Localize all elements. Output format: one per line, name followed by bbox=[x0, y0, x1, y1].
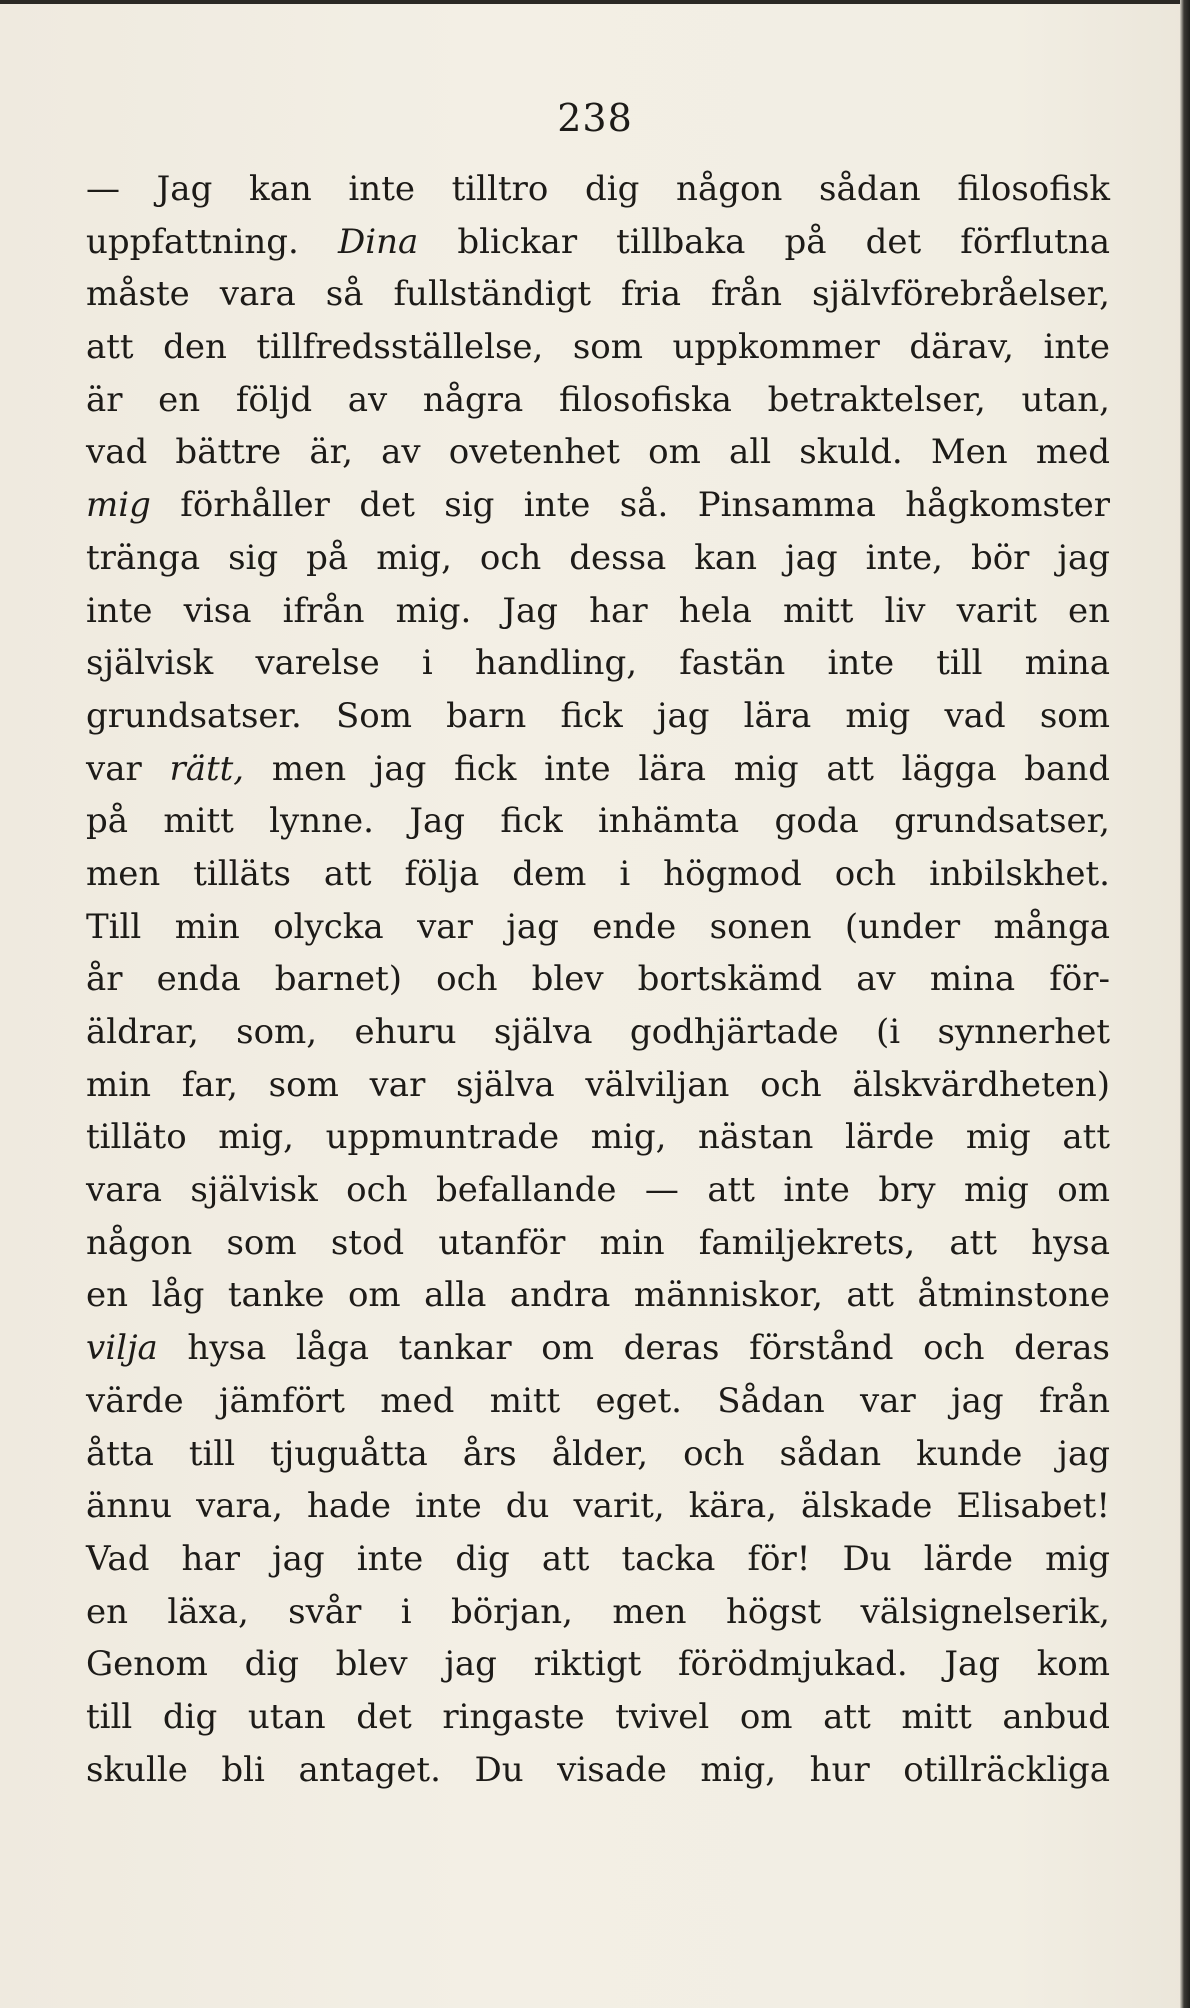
text-line: ännu vara, hade inte du varit, kära, älskade Elisabet! bbox=[86, 1486, 1110, 1527]
text-line: måste vara så fullständigt fria från självförebråelser, bbox=[86, 274, 1110, 315]
text-line: min far, som var själva välviljan och älskvärdheten) bbox=[86, 1064, 1110, 1105]
text-line: värde jämfört med mitt eget. Sådan var jag från bbox=[86, 1380, 1110, 1421]
text-line: äldrar, som, ehuru själva godhjärtade (i synnerhet bbox=[86, 1012, 1110, 1052]
text-line: skulle bli antaget. Du visade mig, hur otillräckliga bbox=[86, 1749, 1110, 1790]
text-line: inte visa ifrån mig. Jag har hela mitt liv varit en bbox=[86, 590, 1110, 631]
text-line: en låg tanke om alla andra människor, att åtminstone bbox=[86, 1275, 1110, 1316]
text-line: till dig utan det ringaste tvivel om att mitt anbud bbox=[86, 1696, 1110, 1737]
text-line: grundsatser. Som barn fick jag lära mig vad som bbox=[86, 695, 1110, 736]
text-line: självisk varelse i handling, fastän inte till mina bbox=[86, 643, 1110, 684]
page-number: 238 bbox=[557, 96, 633, 140]
text-line: vad bättre är, av ovetenhet om all skuld. Men med bbox=[86, 432, 1110, 473]
text-line: att den tillfredsställelse, som uppkommer därav, inte bbox=[86, 327, 1110, 368]
text-line: — Jag kan inte tilltro dig någon sådan filosofisk bbox=[86, 169, 1110, 209]
text-line: någon som stod utanför min familjekrets, att hysa bbox=[86, 1222, 1110, 1263]
text-line: vilja hysa låga tankar om deras förstånd och deras bbox=[86, 1328, 1110, 1369]
text-line: mig förhåller det sig inte så. Pinsamma hågkomster bbox=[86, 485, 1110, 526]
italic-word: rätt, bbox=[169, 748, 245, 789]
italic-word: Dina bbox=[337, 221, 419, 262]
text-line: uppfattning. Dina blickar tillbaka på det förflutna bbox=[86, 221, 1111, 262]
text-line: på mitt lynne. Jag fick inhämta goda grundsatser, bbox=[86, 801, 1110, 842]
body-text bbox=[86, 163, 1110, 1796]
scan-right-edge bbox=[1180, 0, 1190, 2008]
text-line: en läxa, svår i början, men högst välsignelserik, bbox=[86, 1591, 1110, 1632]
scan-top-edge bbox=[0, 0, 1190, 4]
text-line: är en följd av några filosofiska betraktelser, utan, bbox=[86, 379, 1110, 420]
text-line: Genom dig blev jag riktigt förödmjukad. Jag kom bbox=[86, 1644, 1110, 1685]
text-line: var rätt, men jag fick inte lära mig att lägga band bbox=[86, 748, 1110, 789]
text-line: men tilläts att följa dem i högmod och inbilskhet. bbox=[86, 853, 1110, 894]
text-line: tränga sig på mig, och dessa kan jag inte, bör jag bbox=[86, 537, 1110, 578]
italic-word: mig bbox=[86, 485, 151, 526]
italic-word: vilja bbox=[86, 1328, 158, 1369]
text-line: åtta till tjuguåtta års ålder, och sådan kunde jag bbox=[86, 1433, 1110, 1474]
text-line: vara självisk och befallande — att inte bry mig om bbox=[86, 1170, 1110, 1211]
text-line: Vad har jag inte dig att tacka för! Du lärde mig bbox=[86, 1538, 1110, 1579]
text-line: år enda barnet) och blev bortskämd av mina för- bbox=[86, 959, 1110, 1000]
text-line: Till min olycka var jag ende sonen (under många bbox=[86, 906, 1110, 947]
text-line: tilläto mig, uppmuntrade mig, nästan lärde mig att bbox=[86, 1117, 1110, 1158]
